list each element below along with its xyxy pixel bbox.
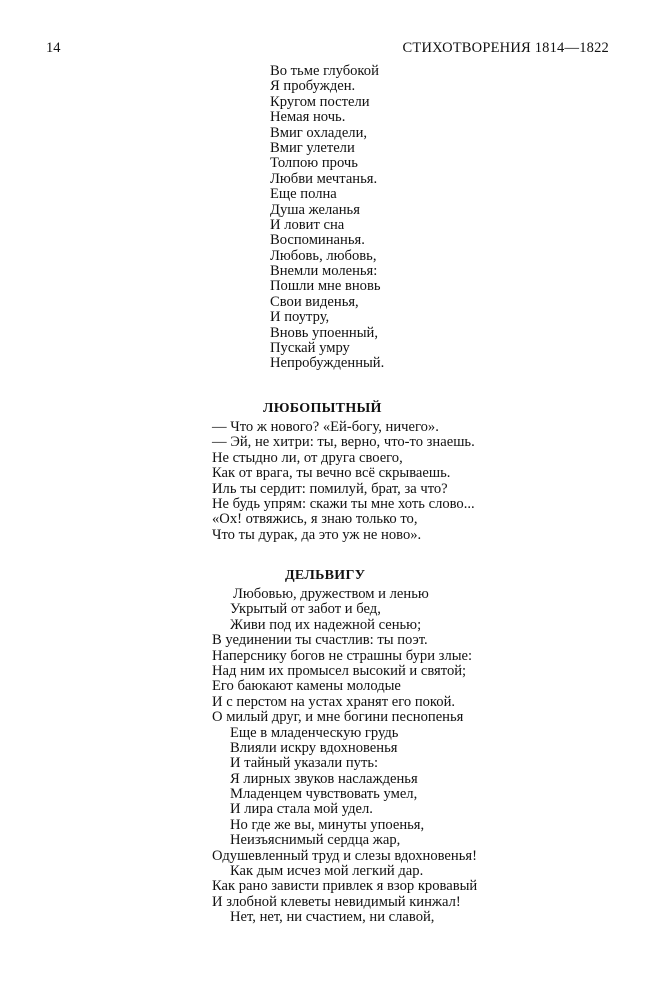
poem-line: Толпою прочь [270,155,358,172]
poem-line: Я пробужден. [270,78,356,95]
poem-line: Не стыдно ли, от друга своего, [212,449,403,466]
poem-fragment [270,64,384,372]
poem-line: Нет, нет, ни счастием, ни славой, [230,909,435,926]
poem-title: ЛЮБОПЫТНЫЙ [263,401,382,416]
poem-line: Воспоминанья. [270,232,365,249]
poem-line: И тайный указали путь: [230,755,379,772]
poem-line: Я лирных звуков наслажденья [230,770,418,787]
poem-line: Кругом постели [270,93,370,110]
running-head [46,40,609,62]
poem-line: Не будь упрям: скажи ты мне хоть слово... [212,495,475,512]
poem-line: В уединении ты счастлив: ты поэт. [212,632,428,649]
poem-line: Пошли мне вновь [270,278,381,295]
poem-line: Любовь, любовь, [270,247,377,264]
poem-line: Как от врага, ты вечно всё скрываешь. [212,465,451,482]
running-title: СТИХОТВОРЕНИЯ 1814—1822 [402,40,609,56]
poem-line: Вмиг охладели, [270,124,368,141]
poem-line: И лира стала мой удел. [230,801,373,818]
poem-line: Наперснику богов не страшны бури злые: [212,647,473,664]
poem-line: Душа желанья [270,201,360,218]
poem-line: И с перстом на устах хранят его покой. [212,693,456,710]
poem-line: Иль ты сердит: помилуй, брат, за что? [212,480,448,497]
poem-line: Во тьме глубокой [270,63,379,79]
poem-line: Укрытый от забот и бед, [230,601,381,618]
poem-line: Как дым исчез мой легкий дар. [230,863,424,880]
poem-line: Вновь упоенный, [270,324,378,341]
poem-line: Внемли моленья: [270,263,378,280]
poem-line: Свои виденья, [270,293,359,310]
page-number: 14 [46,40,61,56]
poem-line: Что ты дурак, да это уж не ново». [212,526,422,543]
poem-line: Влияли искру вдохновенья [230,739,398,756]
poem-line: «Ох! отвяжись, я знаю только то, [212,511,418,528]
poem-line: Пускай умру [270,340,350,357]
poem-line: Живи под их надежной сенью; [230,616,422,633]
poem-line: Непробужденный. [270,355,385,372]
poem-line: И поутру, [270,309,330,326]
poem-line: Над ним их промысел высокий и святой; [212,662,467,679]
poem-line: — Эй, не хитри: ты, верно, что-то знаешь. [212,434,475,451]
poem-title: ДЕЛЬВИГУ [285,568,366,583]
poem-line: Еще в младенческую грудь [230,724,399,741]
poem-line: Но где же вы, минуты упоенья, [230,816,425,833]
poem-line: Неизъяснимый сердца жар, [230,832,401,849]
poem-line: И злобной клеветы невидимый кинжал! [212,893,461,910]
poem-line: Одушевленный труд и слезы вдохновенья! [212,847,477,864]
poem-body [212,420,475,543]
poem-body [212,587,477,926]
poem-line: Как рано зависти привлек я взор кровавый [212,878,478,895]
poem-line: И ловит сна [270,216,345,233]
poem-line: Любовью, дружеством и ленью [233,586,429,602]
poem-line: О милый друг, и мне богини песнопенья [212,709,464,726]
poem-line: Его баюкают камены молодые [212,678,401,695]
poem-line: Еще полна [270,186,337,203]
poem-line: Любви мечтанья. [270,170,378,187]
poem-line: Младенцем чувствовать умел, [230,786,418,803]
poem-line: Вмиг улетели [270,139,355,156]
poem-line: Немая ночь. [270,109,346,126]
poem-line: — Что ж нового? «Ей-богу, ничего». [212,419,439,435]
